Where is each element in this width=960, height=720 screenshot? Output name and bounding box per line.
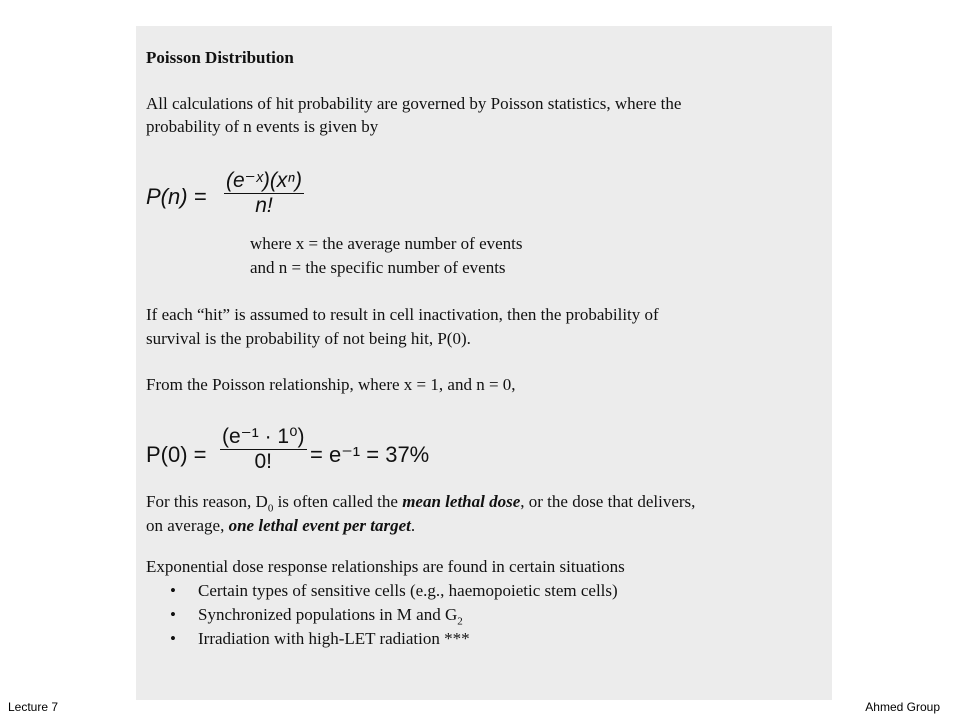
formula2-numerator: (e⁻¹ · 1⁰): [222, 425, 305, 448]
slide-title: Poisson Distribution: [146, 48, 294, 67]
mean-lethal-dose-emphasis: mean lethal dose: [402, 492, 521, 511]
intro-line-2: probability of n events is given by: [146, 117, 379, 136]
hit-line-1: If each “hit” is assumed to result in cell inactivation, then the probability of: [146, 305, 659, 324]
formula1-numerator: (e⁻ˣ)(xⁿ): [226, 169, 302, 192]
bullet-dot-icon: •: [170, 581, 176, 600]
formula2-denominator: 0!: [254, 450, 273, 473]
reason-text-a: For this reason, D: [146, 492, 268, 511]
formula2-rhs: = e⁻¹ = 37%: [310, 442, 430, 467]
formula1-fraction: [224, 168, 304, 218]
intro-line-1: All calculations of hit probability are governed by Poisson statistics, where the: [146, 94, 682, 113]
list-item: Certain types of sensitive cells (e.g., haemopoietic stem cells): [198, 581, 618, 600]
footer-left: Lecture 7: [8, 700, 59, 714]
formula1-lhs: P(n) =: [146, 184, 207, 209]
bullet-dot-icon: •: [170, 605, 176, 624]
hit-line-2: survival is the probability of not being hit, P(0).: [146, 329, 471, 348]
reason-line-2: [146, 514, 415, 538]
formula1-denominator: n!: [255, 194, 273, 217]
bullet-dot-icon: •: [170, 629, 176, 648]
poisson-formula: [146, 164, 346, 234]
where-line-2: and n = the specific number of events: [250, 258, 506, 277]
reason2-text-a: on average,: [146, 516, 229, 535]
reason-subscript: 0: [267, 502, 274, 515]
g2-subscript: 2: [457, 615, 463, 628]
relationship-line: From the Poisson relationship, where x = 1, and n = 0,: [146, 375, 516, 394]
formula2-lhs: P(0) =: [146, 442, 207, 467]
reason-text-b: is often called the: [273, 492, 403, 511]
exp-heading: Exponential dose response relationships are found in certain situations: [146, 557, 625, 576]
formula2-fraction: [220, 424, 307, 474]
reason2-text-b: .: [410, 516, 416, 535]
lethal-event-emphasis: one lethal event per target: [228, 516, 411, 535]
list-item-text: Synchronized populations in M and G: [198, 605, 458, 624]
footer-right: Ahmed Group: [865, 700, 940, 714]
slide-content-panel: [136, 26, 832, 700]
reason-text-c: , or the dose that delivers,: [520, 492, 696, 511]
list-item: Irradiation with high-LET radiation ***: [198, 629, 470, 648]
survival-formula: [146, 422, 466, 488]
where-line-1: where x = the average number of events: [250, 234, 523, 253]
